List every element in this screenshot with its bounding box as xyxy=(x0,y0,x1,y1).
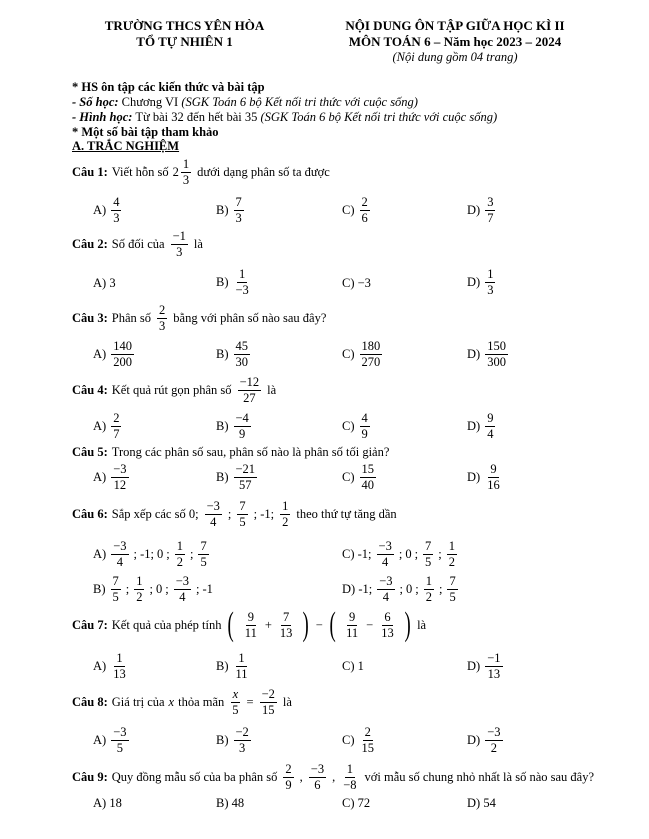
q2-option-a[interactable]: A) 3 xyxy=(93,276,116,290)
q9-option-c[interactable]: C) 72 xyxy=(342,796,371,810)
question-3: Câu 3: Phân số $\frac{2}{3}$ bằng với phân số nào sau đây? xyxy=(72,303,327,333)
right-paren: ) xyxy=(404,606,411,643)
q8-option-d[interactable]: D) $\frac{-3}{2}$ xyxy=(467,725,501,755)
q7-option-a[interactable]: A) $\frac{1}{13}$ xyxy=(93,651,126,681)
left-paren: ( xyxy=(329,606,336,643)
q9-option-a[interactable]: A) 18 xyxy=(93,796,122,810)
q5-option-d[interactable]: D) $\frac{9}{16}$ xyxy=(467,462,500,492)
q4-option-a[interactable]: A) $\frac{2}{7}$ xyxy=(93,411,120,441)
q1-option-a[interactable]: A) $\frac{4}{3}$ xyxy=(93,195,120,225)
q2-option-b[interactable]: B) $\frac{1}{-3}$ xyxy=(216,267,249,297)
section-heading: A. TRẮC NGHIỆM xyxy=(72,139,180,153)
q5-option-c[interactable]: C) $\frac{15}{40}$ xyxy=(342,462,374,492)
q6-option-a[interactable]: A) $\frac{-3}{4}$ ; -1; 0 ; $\frac{1}{2}$ ; $\frac{7}{5}$ xyxy=(93,539,207,569)
q6-option-b[interactable]: B) $\frac{7}{5}$ ; $\frac{1}{2}$ ; 0 ; $\frac{-3}{4}$ ; -1 xyxy=(93,574,213,604)
q4-option-b[interactable]: B) $\frac{-4}{9}$ xyxy=(216,411,249,441)
q8-option-b[interactable]: B) $\frac{-2}{3}$ xyxy=(216,725,249,755)
question-6: Câu 6: Sắp xếp các số 0; $\frac{-3}{4}$ ; $\frac{7}{5}$ ; -1; $\frac{1}{2}$ theo thứ tự tăng dần xyxy=(72,499,397,529)
q6-option-d[interactable]: D) -1; $\frac{-3}{4}$ ; 0 ; $\frac{1}{2}$ ; $\frac{7}{5}$ xyxy=(342,574,456,604)
question-2: Câu 2: Số đối của $\frac{-1}{3}$ là xyxy=(72,229,203,259)
q7-option-b[interactable]: B) $\frac{1}{11}$ xyxy=(216,651,248,681)
q9-option-d[interactable]: D) 54 xyxy=(467,796,496,810)
left-paren: ( xyxy=(228,606,235,643)
q3-option-a[interactable]: A) $\frac{140}{200}$ xyxy=(93,339,132,369)
q2-option-c[interactable]: C) −3 xyxy=(342,276,371,290)
document-title: NỘI DUNG ÔN TẬP GIỮA HỌC KÌ II xyxy=(345,18,565,33)
q9-option-b[interactable]: B) 48 xyxy=(216,796,245,810)
q8-option-a[interactable]: A) $\frac{-3}{5}$ xyxy=(93,725,127,755)
q4-option-c[interactable]: C) $\frac{4}{9}$ xyxy=(342,411,368,441)
q6-option-c[interactable]: C) -1; $\frac{-3}{4}$ ; 0 ; $\frac{7}{5}$ ; $\frac{1}{2}$ xyxy=(342,539,456,569)
q5-option-b[interactable]: B) $\frac{-21}{57}$ xyxy=(216,462,256,492)
intro-line-3: - Hình học: Từ bài 32 đến hết bài 35 (SGK Toán 6 bộ Kết nối tri thức với cuộc sống) xyxy=(72,110,498,124)
question-4: Câu 4: Kết quả rút gọn phân số $\frac{-12}{27}$ là xyxy=(72,375,277,405)
q7-option-d[interactable]: D) $\frac{-1}{13}$ xyxy=(467,651,501,681)
document-note: (Nội dung gồm 04 trang) xyxy=(392,50,518,64)
q5-option-a[interactable]: A) $\frac{-3}{12}$ xyxy=(93,462,127,492)
q3-option-d[interactable]: D) $\frac{150}{300}$ xyxy=(467,339,506,369)
department-name: TỔ TỰ NHIÊN 1 xyxy=(136,34,233,49)
q8-option-c[interactable]: C) $\frac{2}{15}$ xyxy=(342,725,374,755)
intro-line-1: * HS ôn tập các kiến thức và bài tập xyxy=(72,80,265,94)
intro-line-4: * Một số bài tập tham khảo xyxy=(72,125,219,139)
question-7: Câu 7: Kết quả của phép tính ( $\frac{9}{11}$ + $\frac{7}{13}$ ) − ( $\frac{9}{11}$ − $\frac{6}{13}$ ) là xyxy=(72,606,427,643)
q1-option-b[interactable]: B) $\frac{7}{3}$ xyxy=(216,195,242,225)
question-8: Câu 8: Giá trị của x thỏa mãn $\frac{x}{5}$ = $\frac{-2}{15}$ là xyxy=(72,687,292,717)
q1-option-d[interactable]: D) $\frac{3}{7}$ xyxy=(467,195,494,225)
question-5: Câu 5: Trong các phân số sau, phân số nào là phân số tối giản? xyxy=(72,445,390,459)
intro-line-2: - Số học: Chương VI (SGK Toán 6 bộ Kết nối tri thức với cuộc sống) xyxy=(72,95,418,109)
q4-option-d[interactable]: D) $\frac{9}{4}$ xyxy=(467,411,494,441)
q1-option-c[interactable]: C) $\frac{2}{6}$ xyxy=(342,195,368,225)
school-name: TRƯỜNG THCS YÊN HÒA xyxy=(104,18,265,33)
q2-option-d[interactable]: D) $\frac{1}{3}$ xyxy=(467,267,494,297)
q3-option-b[interactable]: B) $\frac{45}{30}$ xyxy=(216,339,248,369)
question-1: Câu 1: Viết hỗn số 2 $\frac{1}{3}$ dưới dạng phân số ta được xyxy=(72,157,330,187)
right-paren: ) xyxy=(302,606,310,643)
document-subject: MÔN TOÁN 6 – Năm học 2023 – 2024 xyxy=(348,34,562,49)
question-9: Câu 9: Quy đồng mẫu số của ba phân số $\frac{2}{9}$ , $\frac{-3}{6}$ , $\frac{1}{-8}$ với mẫu số chung nhỏ nhất là số nào sau đây? xyxy=(72,762,594,792)
q7-option-c[interactable]: C) 1 xyxy=(342,659,364,673)
q3-option-c[interactable]: C) $\frac{180}{270}$ xyxy=(342,339,381,369)
